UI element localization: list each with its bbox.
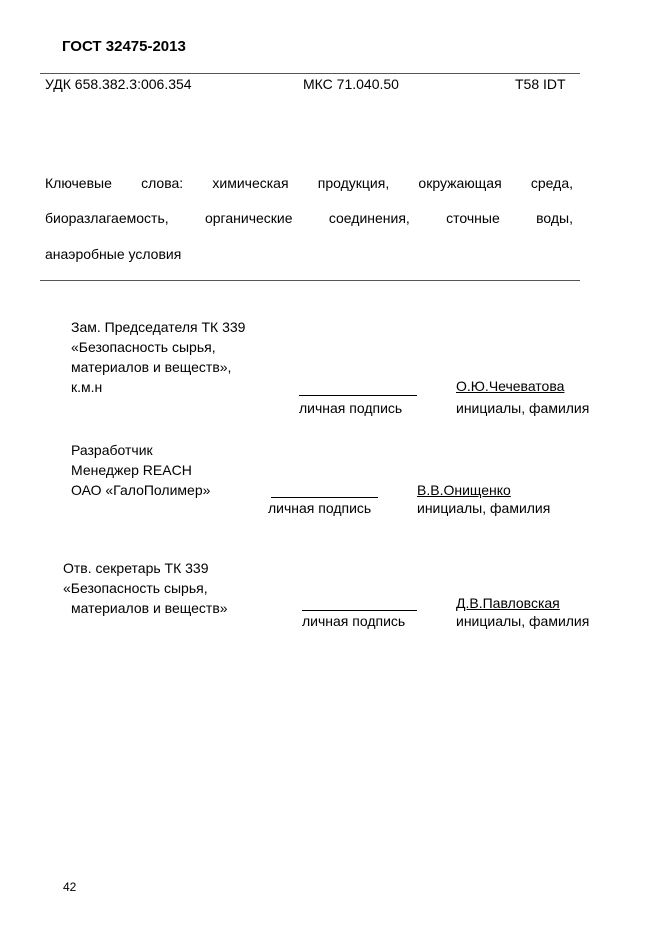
keywords-line: Ключевые слова: химическая продукция, окружающая среда,	[45, 175, 573, 191]
signature-caption: личная подпись	[302, 613, 406, 629]
name-caption: инициалы, фамилия	[456, 613, 590, 629]
name-caption: инициалы, фамилия	[456, 400, 590, 416]
standard-code: Т58 IDT	[515, 76, 566, 92]
position-line: Отв. секретарь ТК 339	[63, 560, 209, 576]
udk-code: УДК 658.382.3:006.354	[45, 76, 192, 92]
document-title: ГОСТ 32475-2013	[62, 38, 186, 55]
position-line: «Безопасность сырья,	[71, 339, 216, 355]
position-line: материалов и веществ»	[71, 600, 228, 616]
mks-code: МКС 71.040.50	[303, 76, 399, 92]
position-line: Разработчик	[71, 442, 153, 458]
bottom-divider	[40, 280, 580, 281]
keywords-line: анаэробные условия	[45, 246, 182, 262]
signatory-position	[71, 440, 210, 500]
signatory-name: О.Ю.Чечеватова	[456, 378, 565, 394]
signature-caption: личная подпись	[299, 400, 403, 416]
position-line: Зам. Председателя ТК 339	[71, 319, 246, 335]
page-number: 42	[63, 880, 77, 894]
signature-caption: личная подпись	[268, 500, 372, 516]
position-line: материалов и веществ»,	[71, 359, 232, 375]
position-line: «Безопасность сырья,	[63, 580, 208, 596]
signatory-name: В.В.Онищенко	[417, 482, 511, 498]
position-line: к.м.н	[71, 379, 103, 395]
keywords-line: биоразлагаемость, органические соединения, сточные воды,	[45, 210, 573, 226]
position-line: Менеджер REACH	[71, 462, 192, 478]
top-divider	[40, 73, 580, 74]
position-line: ОАО «ГалоПолимер»	[71, 482, 211, 498]
signature-line	[299, 395, 417, 396]
name-caption: инициалы, фамилия	[417, 500, 551, 516]
signatory-name: Д.В.Павловская	[456, 595, 560, 611]
signatory-position	[63, 558, 228, 618]
signatory-position	[71, 317, 245, 397]
signature-line	[271, 497, 378, 498]
signature-line	[302, 610, 417, 611]
